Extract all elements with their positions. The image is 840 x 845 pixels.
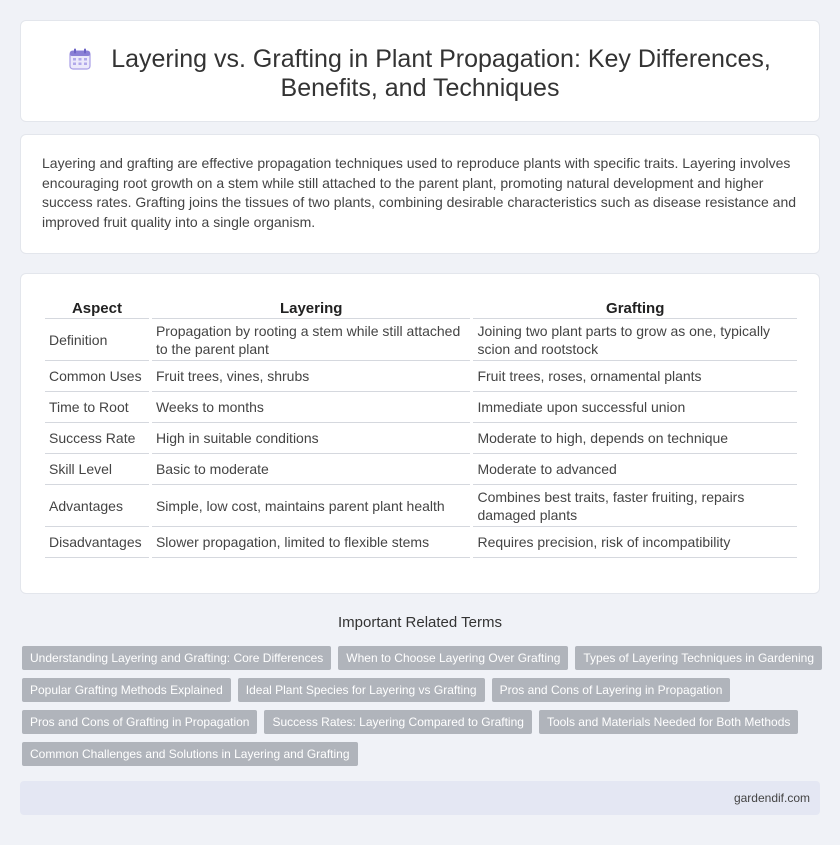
table-row — [45, 454, 797, 485]
header-aspect: Aspect — [45, 298, 149, 319]
related-terms-tags — [22, 646, 822, 766]
cell-aspect: Time to Root — [45, 392, 149, 423]
related-term-tag[interactable]: Types of Layering Techniques in Gardening — [575, 646, 822, 670]
related-term-tag[interactable]: Popular Grafting Methods Explained — [22, 678, 231, 702]
cell-layering: High in suitable conditions — [152, 423, 470, 454]
comparison-table-card — [20, 273, 820, 594]
cell-layering: Weeks to months — [152, 392, 470, 423]
related-term-tag[interactable]: Understanding Layering and Grafting: Core Differences — [22, 646, 331, 670]
cell-grafting: Fruit trees, roses, ornamental plants — [473, 361, 797, 392]
cell-layering: Simple, low cost, maintains parent plant health — [152, 485, 470, 527]
cell-grafting: Combines best traits, faster fruiting, repairs damaged plants — [473, 485, 797, 527]
table-header-row — [45, 298, 797, 319]
header-layering: Layering — [152, 298, 470, 319]
title-line-2: Benefits, and Techniques — [280, 74, 560, 102]
cell-aspect: Disadvantages — [45, 527, 149, 558]
cell-layering: Slower propagation, limited to flexible stems — [152, 527, 470, 558]
page-title — [21, 45, 819, 103]
related-terms-title: Important Related Terms — [338, 614, 502, 631]
cell-aspect: Skill Level — [45, 454, 149, 485]
cell-aspect: Advantages — [45, 485, 149, 527]
comparison-table — [42, 298, 800, 558]
intro-text: Layering and grafting are effective propagation techniques used to reproduce plants with specific traits. Layering involves encouraging root growth on a stem while still attached to the parent plant, promoting natural development and higher success rates. Grafting joins the tissues of two plants, combining desirable characteristics such as disease resistance and improved fruit quality into a single organism. — [42, 155, 797, 230]
table-row — [45, 485, 797, 527]
header-grafting: Grafting — [473, 298, 797, 319]
cell-layering: Propagation by rooting a stem while still attached to the parent plant — [152, 319, 470, 361]
related-term-tag[interactable]: Pros and Cons of Grafting in Propagation — [22, 710, 257, 734]
cell-aspect: Common Uses — [45, 361, 149, 392]
table-row — [45, 361, 797, 392]
cell-aspect: Success Rate — [45, 423, 149, 454]
footer — [20, 781, 820, 815]
table-row — [45, 423, 797, 454]
cell-layering: Fruit trees, vines, shrubs — [152, 361, 470, 392]
related-term-tag[interactable]: When to Choose Layering Over Grafting — [338, 646, 568, 670]
title-line-1: Layering vs. Grafting in Plant Propagation: Key Differences, — [111, 45, 771, 73]
related-term-tag[interactable]: Common Challenges and Solutions in Layering and Grafting — [22, 742, 358, 766]
cell-grafting: Requires precision, risk of incompatibility — [473, 527, 797, 558]
related-term-tag[interactable]: Tools and Materials Needed for Both Methods — [539, 710, 798, 734]
cell-grafting: Moderate to advanced — [473, 454, 797, 485]
header-card — [20, 20, 820, 122]
cell-grafting: Immediate upon successful union — [473, 392, 797, 423]
calendar-icon — [69, 48, 91, 70]
cell-grafting: Joining two plant parts to grow as one, typically scion and rootstock — [473, 319, 797, 361]
cell-grafting: Moderate to high, depends on technique — [473, 423, 797, 454]
related-term-tag[interactable]: Success Rates: Layering Compared to Grafting — [264, 710, 531, 734]
table-row — [45, 392, 797, 423]
cell-aspect: Definition — [45, 319, 149, 361]
cell-layering: Basic to moderate — [152, 454, 470, 485]
table-row — [45, 319, 797, 361]
footer-site-link[interactable]: gardendif.com — [733, 791, 810, 805]
table-row — [45, 527, 797, 558]
related-term-tag[interactable]: Pros and Cons of Layering in Propagation — [492, 678, 731, 702]
related-term-tag[interactable]: Ideal Plant Species for Layering vs Grafting — [238, 678, 485, 702]
intro-card — [20, 134, 820, 254]
